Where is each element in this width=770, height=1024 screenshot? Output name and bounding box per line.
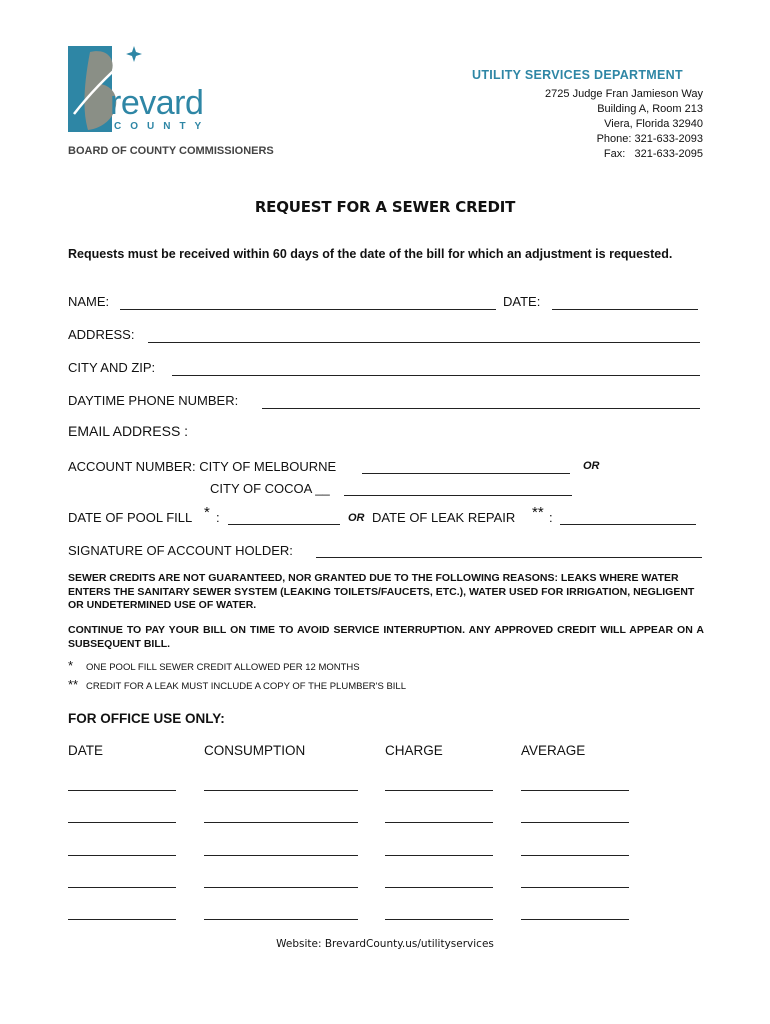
leak-repair-date-field[interactable]	[560, 524, 696, 525]
phone-line: Phone: 321-633-2093	[596, 133, 703, 145]
or-label: OR	[348, 512, 365, 524]
department-name: UTILITY SERVICES DEPARTMENT	[472, 68, 683, 82]
date-field[interactable]	[552, 309, 698, 310]
account-cocoa-field[interactable]	[344, 495, 572, 496]
email-label: EMAIL ADDRESS :	[68, 423, 189, 439]
date-label: DATE:	[503, 294, 541, 309]
or-label: OR	[583, 460, 600, 472]
office-average-line[interactable]	[521, 790, 629, 791]
name-field[interactable]	[120, 309, 496, 310]
office-charge-line[interactable]	[385, 919, 493, 920]
account-melbourne-label: ACCOUNT NUMBER: CITY OF MELBOURNE	[68, 459, 337, 474]
pool-fill-note: ONE POOL FILL SEWER CREDIT ALLOWED PER 12 MONTHS	[86, 662, 360, 673]
logo-county-text: COUNTY	[114, 121, 211, 132]
column-date: DATE	[68, 743, 104, 758]
office-consumption-line[interactable]	[204, 822, 358, 823]
signature-field[interactable]	[316, 557, 702, 558]
continue-notice: CONTINUE TO PAY YOUR BILL ON TIME TO AVOID SERVICE INTERRUPTION. ANY APPROVED CREDIT WILL APPEAR ON A SUBSEQUENT BILL.	[68, 624, 704, 650]
address-line: 2725 Judge Fran Jamieson Way	[545, 88, 703, 100]
note-mark: *	[68, 658, 74, 673]
board-name: BOARD OF COUNTY COMMISSIONERS	[68, 145, 274, 157]
column-average: AVERAGE	[521, 743, 586, 758]
logo-wordmark: revard	[110, 84, 204, 122]
office-consumption-line[interactable]	[204, 790, 358, 791]
account-melbourne-field[interactable]	[362, 473, 570, 474]
leak-note: CREDIT FOR A LEAK MUST INCLUDE A COPY OF THE PLUMBER'S BILL	[86, 681, 406, 692]
signature-label: SIGNATURE OF ACCOUNT HOLDER:	[68, 543, 293, 558]
address-label: ADDRESS:	[68, 327, 135, 342]
office-consumption-line[interactable]	[204, 887, 358, 888]
column-consumption: CONSUMPTION	[204, 743, 306, 758]
leak-repair-label: DATE OF LEAK REPAIR	[372, 510, 516, 525]
deadline-notice: Requests must be received within 60 days of the date of the bill for which an adjustment is requested.	[68, 247, 673, 261]
office-date-line[interactable]	[68, 790, 176, 791]
office-date-line[interactable]	[68, 855, 176, 856]
office-date-line[interactable]	[68, 919, 176, 920]
office-consumption-line[interactable]	[204, 855, 358, 856]
pool-fill-label: DATE OF POOL FILL	[68, 510, 193, 525]
column-charge: CHARGE	[385, 743, 443, 758]
office-consumption-line[interactable]	[204, 919, 358, 920]
leak-repair-colon: :	[549, 510, 553, 525]
fax-line: Fax: 321-633-2095	[603, 148, 703, 160]
disclaimer-text: SEWER CREDITS ARE NOT GUARANTEED, NOR GRANTED DUE TO THE FOLLOWING REASONS: LEAKS WHERE WATER ENTERS THE SANITARY SEWER SYSTEM (LEAKING TOILETS/FAUCETS, ETC.), WATER USED FOR IRRIGATION, NEGLIGENT OR UNDETERMINED USE OF WATER.	[68, 572, 695, 611]
office-average-line[interactable]	[521, 887, 629, 888]
note-mark: **	[68, 677, 79, 692]
office-charge-line[interactable]	[385, 855, 493, 856]
office-date-line[interactable]	[68, 887, 176, 888]
address-field[interactable]	[148, 342, 700, 343]
office-date-line[interactable]	[68, 822, 176, 823]
office-charge-line[interactable]	[385, 822, 493, 823]
office-average-line[interactable]	[521, 822, 629, 823]
office-charge-line[interactable]	[385, 790, 493, 791]
city-zip-label: CITY AND ZIP:	[68, 360, 156, 375]
account-cocoa-label: CITY OF COCOA __	[210, 481, 330, 496]
office-charge-line[interactable]	[385, 887, 493, 888]
address-line: Building A, Room 213	[597, 103, 703, 115]
office-use-heading: FOR OFFICE USE ONLY:	[68, 711, 225, 726]
name-label: NAME:	[68, 294, 110, 309]
pool-fill-asterisk: *	[204, 504, 210, 521]
pool-fill-date-field[interactable]	[228, 524, 340, 525]
leak-repair-asterisk: **	[532, 504, 544, 521]
phone-field[interactable]	[262, 408, 700, 409]
phone-label: DAYTIME PHONE NUMBER:	[68, 393, 239, 408]
pool-fill-colon: :	[216, 510, 220, 525]
address-line: Viera, Florida 32940	[604, 118, 703, 130]
city-zip-field[interactable]	[172, 375, 700, 376]
office-average-line[interactable]	[521, 855, 629, 856]
office-average-line[interactable]	[521, 919, 629, 920]
form-title: REQUEST FOR A SEWER CREDIT	[254, 198, 516, 216]
website-footer: Website: BrevardCounty.us/utilityservices	[276, 938, 494, 950]
